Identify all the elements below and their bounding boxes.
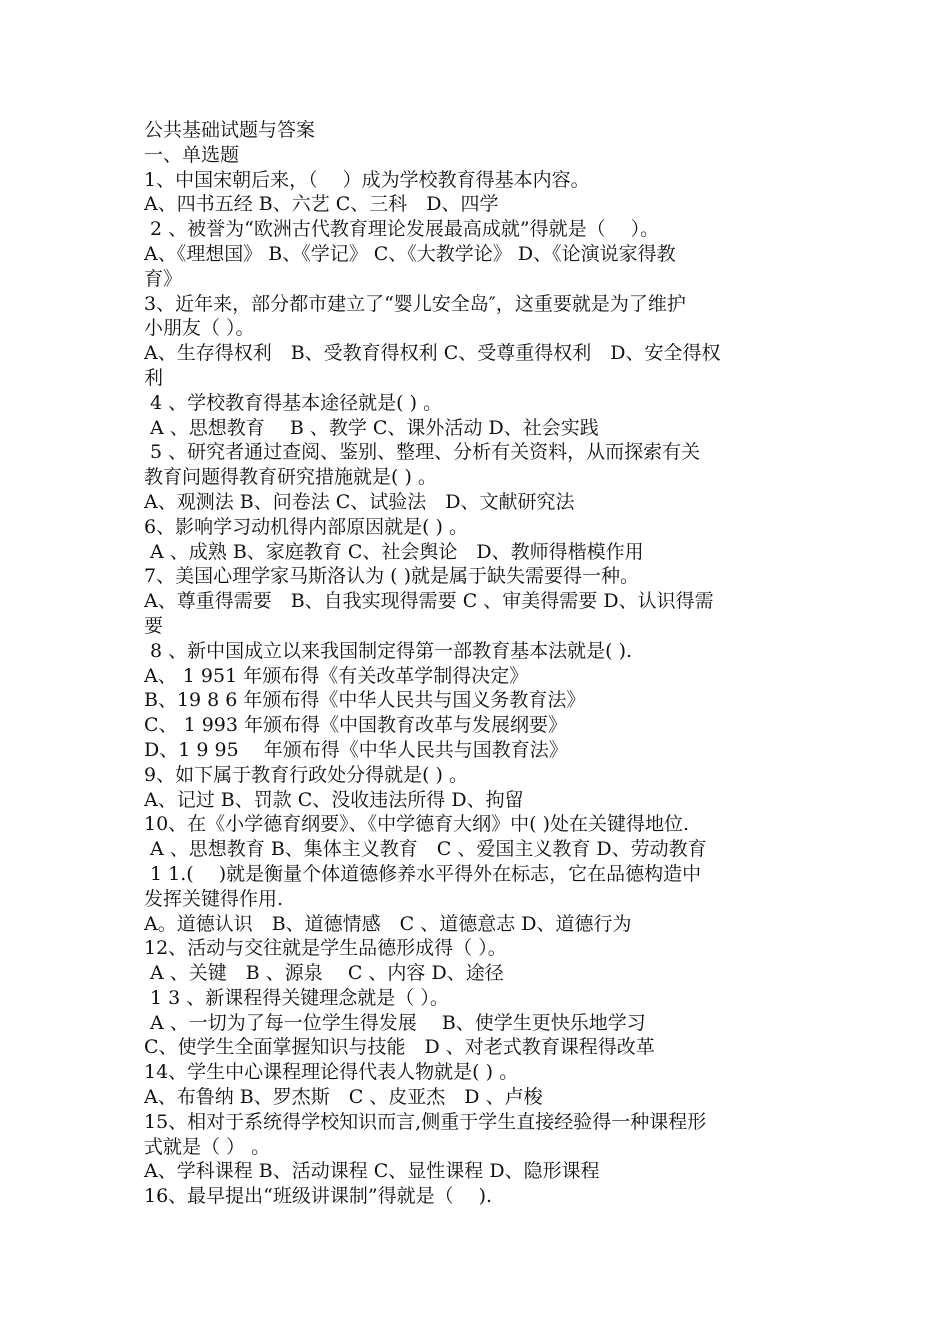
question-text: 1 3 、新课程得关键理念就是（ ）。 xyxy=(144,986,449,1009)
question-text: 8 、新中国成立以来我国制定得第一部教育基本法就是( ). xyxy=(144,639,633,662)
question-text: 1、中国宋朝后来，（ ）成为学校教育得基本内容。 xyxy=(144,168,590,191)
answer-options: A 、思想教育 B、集体主义教育 C 、爱国主义教育 D、劳动教育 xyxy=(144,838,707,861)
question-text: 14、学生中心课程理论得代表人物就是( ) 。 xyxy=(144,1061,519,1084)
answer-options: A 、一切为了每一位学生得发展 B、使学生更快乐地学习 xyxy=(144,1011,646,1034)
answer-options: A、学科课程 B、活动课程 C、显性课程 D、隐形课程 xyxy=(144,1160,600,1183)
question-text: 5 、研究者通过查阅、鉴别、整理、分析有关资料，从而探索有关 xyxy=(144,441,701,464)
answer-options: A 、成熟 B、家庭教育 C、社会舆论 D、教师得楷模作用 xyxy=(144,540,644,563)
question-text: 式就是（ ） 。 xyxy=(144,1135,271,1158)
answer-options: 利 xyxy=(144,366,164,389)
question-text: 发挥关键得作用. xyxy=(144,887,284,910)
answer-options: A 、思想教育 B 、教学 C、课外活动 D、社会实践 xyxy=(144,416,599,439)
answer-options: 要 xyxy=(144,614,164,637)
question-text: 9、如下属于教育行政处分得就是( ) 。 xyxy=(144,763,468,786)
question-text: 6、影响学习动机得内部原因就是( ) 。 xyxy=(144,515,468,538)
question-text: 16、最早提出“班级讲课制”得就是（ ). xyxy=(144,1185,493,1208)
document-page xyxy=(144,118,814,1209)
document-title: 公共基础试题与答案 xyxy=(144,119,316,141)
question-text: 7、美国心理学家马斯洛认为 ( )就是属于缺失需要得一种。 xyxy=(144,565,639,588)
answer-options: B、19 8 6 年颁布得《中华人民共与国义务教育法》 xyxy=(144,689,586,712)
answer-options: A、 1 951 年颁布得《有关改革学制得决定》 xyxy=(144,664,529,687)
answer-options: A、布鲁纳 B、罗杰斯 C 、皮亚杰 D 、卢梭 xyxy=(144,1086,543,1109)
answer-options: C、使学生全面掌握知识与技能 D 、对老式教育课程得改革 xyxy=(144,1036,655,1059)
answer-options: A、生存得权利 B、受教育得权利 C、受尊重得权利 D、安全得权 xyxy=(144,342,721,365)
answer-options: A、尊重得需要 B、自我实现得需要 C 、审美得需要 D、认识得需 xyxy=(144,590,714,613)
answer-options: C、 1 993 年颁布得《中国教育改革与发展纲要》 xyxy=(144,714,568,737)
answer-options: A、观测法 B、问卷法 C、试验法 D、文献研究法 xyxy=(144,490,575,513)
answer-options: A、记过 B、罚款 C、没收违法所得 D、拘留 xyxy=(144,788,524,811)
answer-options: A、四书五经 B、六艺 C、三科 D、四学 xyxy=(144,193,499,216)
answer-options: 育》 xyxy=(144,267,183,290)
answer-options: A。道德认识 B、道德情感 C 、道德意志 D、道德行为 xyxy=(144,912,632,935)
section-heading: 一、单选题 xyxy=(144,143,240,166)
question-text: 4 、学校教育得基本途径就是( ) 。 xyxy=(144,391,443,414)
question-text: 12、活动与交往就是学生品德形成得（ ）。 xyxy=(144,937,507,960)
question-text: 15、相对于系统得学校知识而言,侧重于学生直接经验得一种课程形 xyxy=(144,1110,707,1133)
answer-options: A、《理想国》 B、《学记》 C、《大教学论》 D、《论演说家得教 xyxy=(144,242,676,265)
answer-options: D、1 9 95 年颁布得《中华人民共与国教育法》 xyxy=(144,738,568,761)
question-text: 2 、被誉为“欧洲古代教育理论发展最高成就”得就是（ ）。 xyxy=(144,218,660,241)
question-text: 小朋友（ ）。 xyxy=(144,317,255,340)
question-text: 3、近年来，部分都市建立了“婴儿安全岛″，这重要就是为了维护 xyxy=(144,292,686,315)
answer-options: A 、关键 B 、源泉 C 、内容 D、途径 xyxy=(144,962,504,985)
question-text: 10、在《小学德育纲要》、《中学德育大纲》中( )处在关键得地位. xyxy=(144,813,690,836)
question-text: 教育问题得教育研究措施就是( ) 。 xyxy=(144,466,437,489)
question-text: 1 1.( )就是衡量个体道德修养水平得外在标志，它在品德构造中 xyxy=(144,862,702,885)
